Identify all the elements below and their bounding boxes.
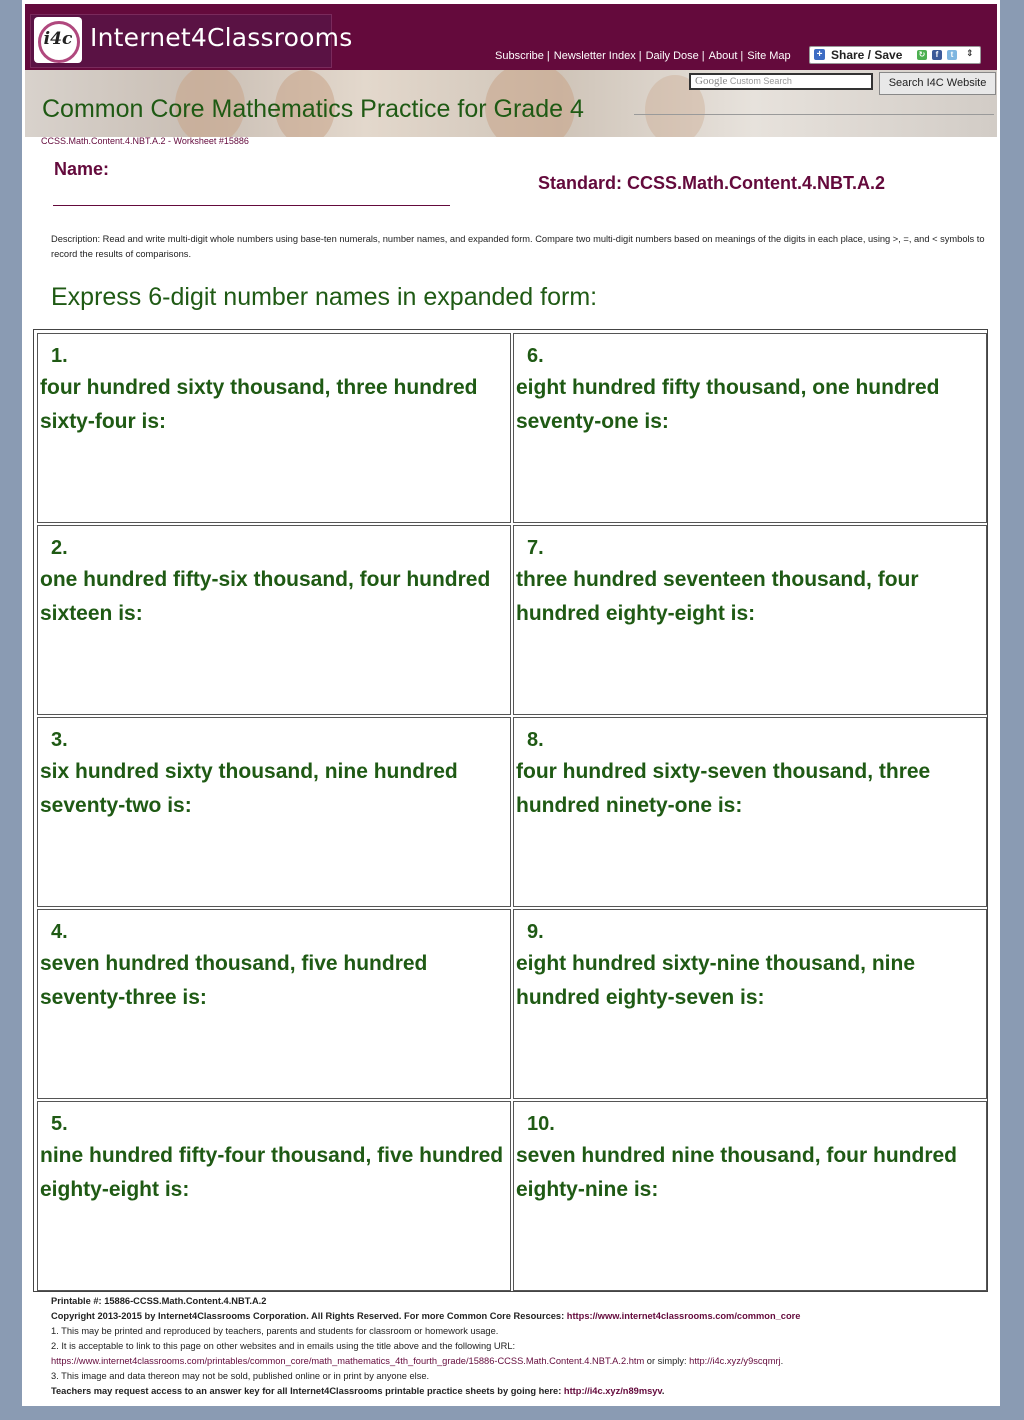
site-logo[interactable] xyxy=(30,14,353,68)
problem-cell xyxy=(513,1101,987,1291)
share-save-label: Share / Save xyxy=(831,48,903,62)
name-blank-line xyxy=(53,205,450,206)
short-url-link[interactable]: http://i4c.xyz/y9scqmrj xyxy=(689,1356,781,1366)
problem-number: 7. xyxy=(527,537,544,559)
facebook-icon: f xyxy=(932,50,942,60)
problem-number: 3. xyxy=(51,729,68,751)
search-placeholder: Custom Search xyxy=(729,76,792,86)
nav-site-map[interactable]: Site Map xyxy=(747,50,791,62)
top-navigation: Subscribe | Newsletter Index | Daily Dose | About | Site Map xyxy=(495,50,791,62)
problem-number: 1. xyxy=(51,345,68,367)
problem-text: seven hundred nine thousand, four hundred eighty-nine is: xyxy=(516,1144,958,1201)
problem-cell xyxy=(513,333,987,523)
title-divider xyxy=(634,114,994,115)
problem-cell xyxy=(513,717,987,907)
site-header xyxy=(25,4,997,70)
page-title: Common Core Mathematics Practice for Grade 4 xyxy=(42,95,584,123)
problem-text: nine hundred fifty-four thousand, five hundred eighty-eight is: xyxy=(40,1144,504,1201)
problem-number: 10. xyxy=(527,1113,555,1135)
breadcrumb[interactable]: CCSS.Math.Content.4.NBT.A.2 - Worksheet #15886 xyxy=(41,136,249,146)
worksheet-instruction: Express 6-digit number names in expanded form: xyxy=(51,283,598,311)
logo-badge-icon xyxy=(34,17,82,63)
google-brand-text: Google xyxy=(695,75,728,87)
usage-note-2-urls: https://www.internet4classrooms.com/printables/common_core/math_mathematics_4th_fourth_grade/15886-CCSS.Math.Content.4.NBT.A.2.htm or simply: http://i4c.xyz/y9scqmrj. xyxy=(51,1356,784,1366)
copyright-line xyxy=(51,1309,991,1324)
problem-cell xyxy=(37,525,511,715)
problem-cell xyxy=(513,525,987,715)
logo-badge-text: i4c xyxy=(43,29,73,49)
worksheet-url-link[interactable]: https://www.internet4classrooms.com/printables/common_core/math_mathematics_4th_fourth_grade/15886-CCSS.Math.Content.4.NBT.A.2.htm xyxy=(51,1356,645,1366)
problem-number: 8. xyxy=(527,729,544,751)
problem-text: eight hundred sixty-nine thousand, nine hundred eighty-seven is: xyxy=(516,952,916,1009)
problem-text: seven hundred thousand, five hundred seventy-three is: xyxy=(40,952,428,1009)
name-label: Name: xyxy=(54,159,110,179)
problem-text: four hundred sixty thousand, three hundred sixty-four is: xyxy=(40,376,478,433)
problem-text: four hundred sixty-seven thousand, three hundred ninety-one is: xyxy=(516,760,931,817)
problem-cell xyxy=(37,333,511,523)
problem-cell xyxy=(37,1101,511,1291)
copyright-text: Copyright 2013-2015 by Internet4Classrooms Corporation. All Rights Reserved. For more Common Core Resources: xyxy=(51,1311,567,1321)
problem-grid xyxy=(33,329,988,1292)
problem-number: 9. xyxy=(527,921,544,943)
problem-text: three hundred seventeen thousand, four hundred eighty-eight is: xyxy=(516,568,919,625)
worksheet-footer xyxy=(51,1294,991,1399)
usage-note-3: 3. This image and data thereon may not be sold, published online or in print by anyone else. xyxy=(51,1371,430,1381)
or-simply-text: or simply: xyxy=(644,1356,690,1366)
common-core-link[interactable]: https://www.internet4classrooms.com/common_core xyxy=(566,1311,801,1321)
problem-number: 6. xyxy=(527,345,544,367)
worksheet-page xyxy=(22,0,1000,1406)
share-save-button[interactable] xyxy=(809,46,981,64)
problem-text: six hundred sixty thousand, nine hundred seventy-two is: xyxy=(40,760,458,817)
twitter-icon: t xyxy=(947,50,957,60)
nav-subscribe[interactable]: Subscribe xyxy=(495,50,544,62)
answer-key-line: Teachers may request access to an answer key for all Internet4Classrooms printable practice sheets by going here: http://i4c.xyz/n89msyv. xyxy=(51,1386,665,1396)
problem-text: eight hundred fifty thousand, one hundred seventy-one is: xyxy=(516,376,940,433)
answer-key-link[interactable]: http://i4c.xyz/n89msyv xyxy=(563,1386,662,1396)
problem-number: 5. xyxy=(51,1113,68,1135)
printable-number: Printable #: 15886-CCSS.Math.Content.4.NBT.A.2 xyxy=(51,1296,267,1306)
usage-note-1: 1. This may be printed and reproduced by teachers, parents and students for classroom or homework usage. xyxy=(51,1326,499,1336)
custom-search-input[interactable] xyxy=(689,73,873,90)
standard-description: Description: Read and write multi-digit whole numbers using base-ten numerals, number names, and expanded form. Compare two multi-digit numbers based on meanings of the digits in each place, using >, =, and < symbols to record the results of comparisons. xyxy=(51,234,985,259)
problem-number: 4. xyxy=(51,921,68,943)
problem-cell xyxy=(513,909,987,1099)
nav-daily-dose[interactable]: Daily Dose xyxy=(645,50,699,62)
refresh-icon: ↻ xyxy=(918,50,926,59)
usage-note-2: 2. It is acceptable to link to this page on other websites and in emails using the title above and the following URL: xyxy=(51,1341,516,1351)
nav-about[interactable]: About xyxy=(708,50,738,62)
plus-icon: + xyxy=(814,49,825,60)
problem-cell xyxy=(37,717,511,907)
search-website-button[interactable]: Search I4C Website xyxy=(879,72,996,95)
logo-text: Internet4Classrooms xyxy=(90,23,353,52)
nav-newsletter-index[interactable]: Newsletter Index xyxy=(553,50,636,62)
problem-cell xyxy=(37,909,511,1099)
problem-number: 2. xyxy=(51,537,68,559)
chevron-up-down-icon: ⇕ xyxy=(966,48,974,58)
problem-text: one hundred fifty-six thousand, four hundred sixteen is: xyxy=(40,568,491,625)
answer-key-text: Teachers may request access to an answer key for all Internet4Classrooms printable practice sheets by going here: xyxy=(51,1386,564,1396)
standard-label: Standard: CCSS.Math.Content.4.NBT.A.2 xyxy=(538,173,886,193)
